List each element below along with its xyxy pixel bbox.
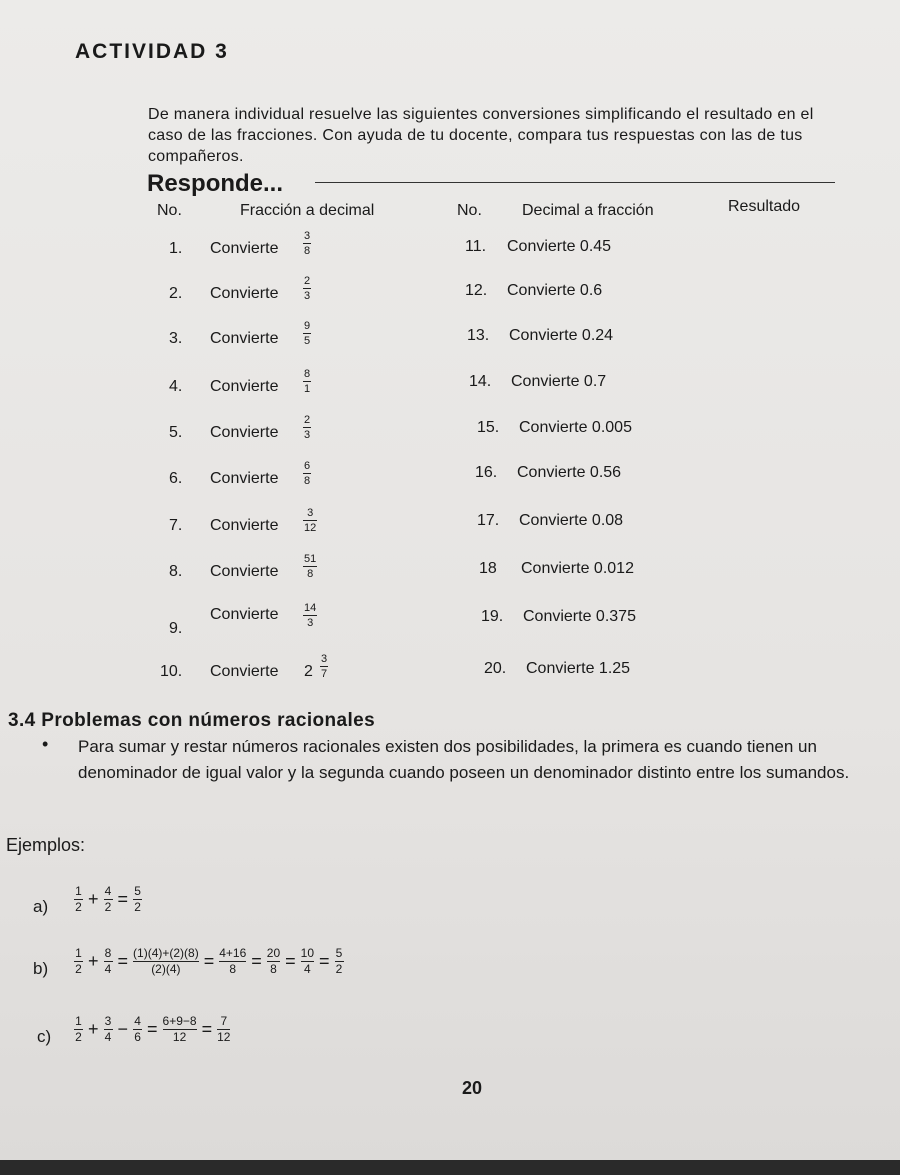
fraction-numerator: 2 (304, 414, 311, 426)
activity-title: ACTIVIDAD 3 (75, 40, 229, 63)
fraction-denominator: 4 (104, 1029, 112, 1044)
fraction-denominator: 3 (307, 617, 314, 629)
item-label: Convierte (210, 563, 279, 580)
fraction-bar (320, 666, 328, 667)
fraction-denominator: 8 (307, 568, 314, 580)
fraction-numerator: 4 (134, 1013, 141, 1028)
item-text: Convierte 0.6 (507, 282, 603, 299)
fraction-bar (303, 288, 311, 289)
item-number: 20. (484, 660, 507, 677)
fraction-numerator: 8 (104, 945, 112, 960)
math-fraction (74, 947, 83, 976)
fraction (303, 368, 311, 395)
fraction-numerator: 1 (75, 1013, 82, 1028)
math-operator: = (203, 950, 215, 971)
fraction-denominator: 12 (172, 1029, 187, 1044)
math-operator: = (319, 950, 330, 971)
item-label: Convierte (210, 606, 279, 623)
item-number: 2. (169, 285, 183, 302)
item-label: Convierte (210, 517, 279, 534)
fraction (303, 414, 311, 441)
math-fraction (104, 947, 113, 976)
fraction-numerator: 51 (304, 553, 317, 565)
item-number: 6. (169, 470, 183, 487)
example-equation (74, 1003, 230, 1055)
fraction-denominator: 2 (75, 1029, 82, 1044)
math-operator: + (88, 950, 99, 971)
math-fraction (74, 885, 83, 914)
examples-heading: Ejemplos: (6, 835, 86, 855)
fraction (303, 275, 311, 302)
item-label: Convierte (210, 330, 279, 347)
fraction-numerator: 3 (321, 653, 328, 665)
fraction-denominator: 3 (304, 429, 311, 441)
fraction-numerator: 6+9−8 (162, 1013, 197, 1028)
fraction (303, 320, 311, 347)
section-title: 3.4 Problemas con números racionales (8, 710, 376, 731)
math-fraction (133, 885, 142, 914)
item-text: Convierte 0.08 (519, 512, 624, 529)
fraction-numerator: 8 (304, 368, 311, 380)
column-header-fraction-to-decimal: Fracción a decimal (240, 202, 375, 219)
fraction-denominator: 8 (229, 961, 237, 976)
fraction-bar (303, 243, 311, 244)
example-equation (74, 935, 344, 987)
item-number: 12. (465, 282, 488, 299)
math-fraction (104, 885, 113, 914)
fraction (303, 602, 317, 629)
item-text: Convierte 0.012 (521, 560, 634, 577)
item-number: 7. (169, 517, 183, 534)
fraction-bar (303, 520, 317, 521)
fraction-numerator: (1)(4)+(2)(8) (133, 945, 199, 960)
responde-heading: Responde... (147, 170, 284, 197)
item-label: Convierte (210, 470, 279, 487)
fraction-bar (303, 566, 317, 567)
example-label: c) (37, 1027, 52, 1046)
fraction-numerator: 9 (304, 320, 311, 332)
item-number: 5. (169, 424, 183, 441)
math-fraction (335, 947, 344, 976)
fraction-numerator: 10 (300, 945, 314, 960)
fraction (303, 230, 311, 257)
fraction-numerator: 20 (266, 945, 281, 960)
math-fraction (133, 1015, 142, 1044)
item-number: 13. (467, 327, 490, 344)
item-text: Convierte 0.7 (511, 373, 607, 390)
item-number: 3. (169, 330, 183, 347)
item-number: 11. (465, 238, 487, 255)
item-label: Convierte (210, 378, 279, 395)
column-header-no-right: No. (457, 202, 482, 219)
fraction-numerator: 5 (335, 945, 343, 960)
math-operator: = (285, 950, 296, 971)
section-paragraph: Para sumar y restar números racionales existen dos posibilidades, la primera es cuando tienen un denominador de igual valor y la segunda cuando poseen un denominador distinto entre los sumandos. (78, 737, 850, 782)
item-text: Convierte 0.45 (507, 238, 612, 255)
fraction-numerator: 14 (304, 602, 317, 614)
math-fraction (219, 947, 246, 976)
column-header-result: Resultado (728, 198, 801, 215)
item-number: 4. (169, 378, 183, 395)
fraction-bar (303, 473, 311, 474)
fraction-denominator: 8 (304, 245, 311, 257)
fraction-numerator: 3 (304, 230, 311, 242)
item-label: Convierte (210, 285, 279, 302)
column-header-no-left: No. (157, 202, 182, 219)
fraction (303, 460, 311, 487)
item-text: Convierte 1.25 (526, 660, 631, 677)
item-number: 16. (475, 464, 498, 481)
fraction-numerator: 5 (134, 883, 141, 898)
fraction-denominator: 2 (104, 899, 112, 914)
example-label: b) (33, 959, 49, 978)
fraction-denominator: 2 (134, 899, 141, 914)
item-number: 14. (469, 373, 492, 390)
math-fraction (133, 947, 199, 976)
page-number: 20 (462, 1078, 483, 1098)
fraction-denominator: 8 (270, 961, 277, 976)
item-number: 1. (169, 240, 183, 257)
fraction-numerator: 4 (104, 883, 112, 898)
fraction-bar (303, 333, 311, 334)
math-operator: = (201, 1018, 213, 1039)
math-operator: − (117, 1018, 129, 1039)
fraction-numerator: 1 (75, 883, 82, 898)
math-fraction (267, 947, 280, 976)
fraction-denominator: 3 (304, 290, 311, 302)
example-equation (74, 873, 142, 925)
math-fraction (301, 947, 314, 976)
fraction-numerator: 3 (104, 1013, 112, 1028)
bullet-icon: • (42, 734, 49, 754)
item-label: Convierte (210, 663, 279, 680)
item-text: Convierte 0.24 (509, 327, 614, 344)
fraction-numerator: 2 (304, 275, 311, 287)
fraction-denominator: 2 (335, 961, 343, 976)
mixed-whole: 2 (304, 663, 313, 680)
fraction-numerator: 3 (307, 507, 314, 519)
fraction-denominator: 5 (304, 335, 311, 347)
fraction-denominator: 4 (104, 961, 112, 976)
fraction-denominator: 12 (304, 522, 317, 534)
fraction-numerator: 4+16 (219, 945, 247, 960)
math-operator: = (251, 950, 262, 971)
fraction-numerator: 1 (75, 945, 82, 960)
math-fraction (163, 1015, 197, 1044)
math-operator: = (117, 888, 129, 909)
math-fraction (104, 1015, 113, 1044)
item-number: 8. (169, 563, 183, 580)
item-number: 15. (477, 419, 500, 436)
item-text: Convierte 0.56 (517, 464, 622, 481)
fraction-denominator: 2 (75, 961, 82, 976)
fraction-denominator: (2)(4) (151, 961, 181, 976)
item-text: Convierte 0.005 (519, 419, 632, 436)
fraction-denominator: 7 (321, 668, 328, 680)
page-edge-shadow (0, 1160, 900, 1175)
item-number: 10. (160, 663, 183, 680)
math-operator: + (88, 888, 99, 909)
item-text: Convierte 0.375 (523, 608, 636, 625)
fraction-bar (303, 427, 311, 428)
fraction-denominator: 2 (75, 899, 82, 914)
fraction-denominator: 4 (303, 961, 311, 976)
math-fraction (217, 1015, 230, 1044)
math-fraction (74, 1015, 83, 1044)
fraction (303, 507, 317, 534)
item-number: 9. (169, 620, 183, 637)
fraction (320, 653, 328, 680)
heading-underline (315, 182, 835, 183)
item-label: Convierte (210, 240, 279, 257)
fraction-denominator: 1 (304, 383, 311, 395)
fraction-bar (303, 615, 317, 616)
fraction-bar (303, 381, 311, 382)
column-header-decimal-to-fraction: Decimal a fracción (522, 202, 654, 219)
item-label: Convierte (210, 424, 279, 441)
item-number: 18 (479, 560, 497, 577)
math-operator: + (88, 1018, 99, 1039)
fraction-numerator: 6 (304, 460, 311, 472)
fraction-denominator: 12 (217, 1029, 231, 1044)
fraction-denominator: 8 (304, 475, 311, 487)
fraction (303, 553, 317, 580)
activity-instructions: De manera individual resuelve las siguientes conversiones simplificando el resultado en el caso de las fracciones. Con ayuda de tu docente, compara tus respuestas con las de tus compañeros. (148, 106, 814, 165)
example-label: a) (33, 897, 49, 916)
item-number: 17. (477, 512, 500, 529)
fraction-denominator: 6 (134, 1029, 141, 1044)
item-number: 19. (481, 608, 504, 625)
math-operator: = (147, 1018, 158, 1039)
math-operator: = (117, 950, 129, 971)
fraction-numerator: 7 (220, 1013, 228, 1028)
